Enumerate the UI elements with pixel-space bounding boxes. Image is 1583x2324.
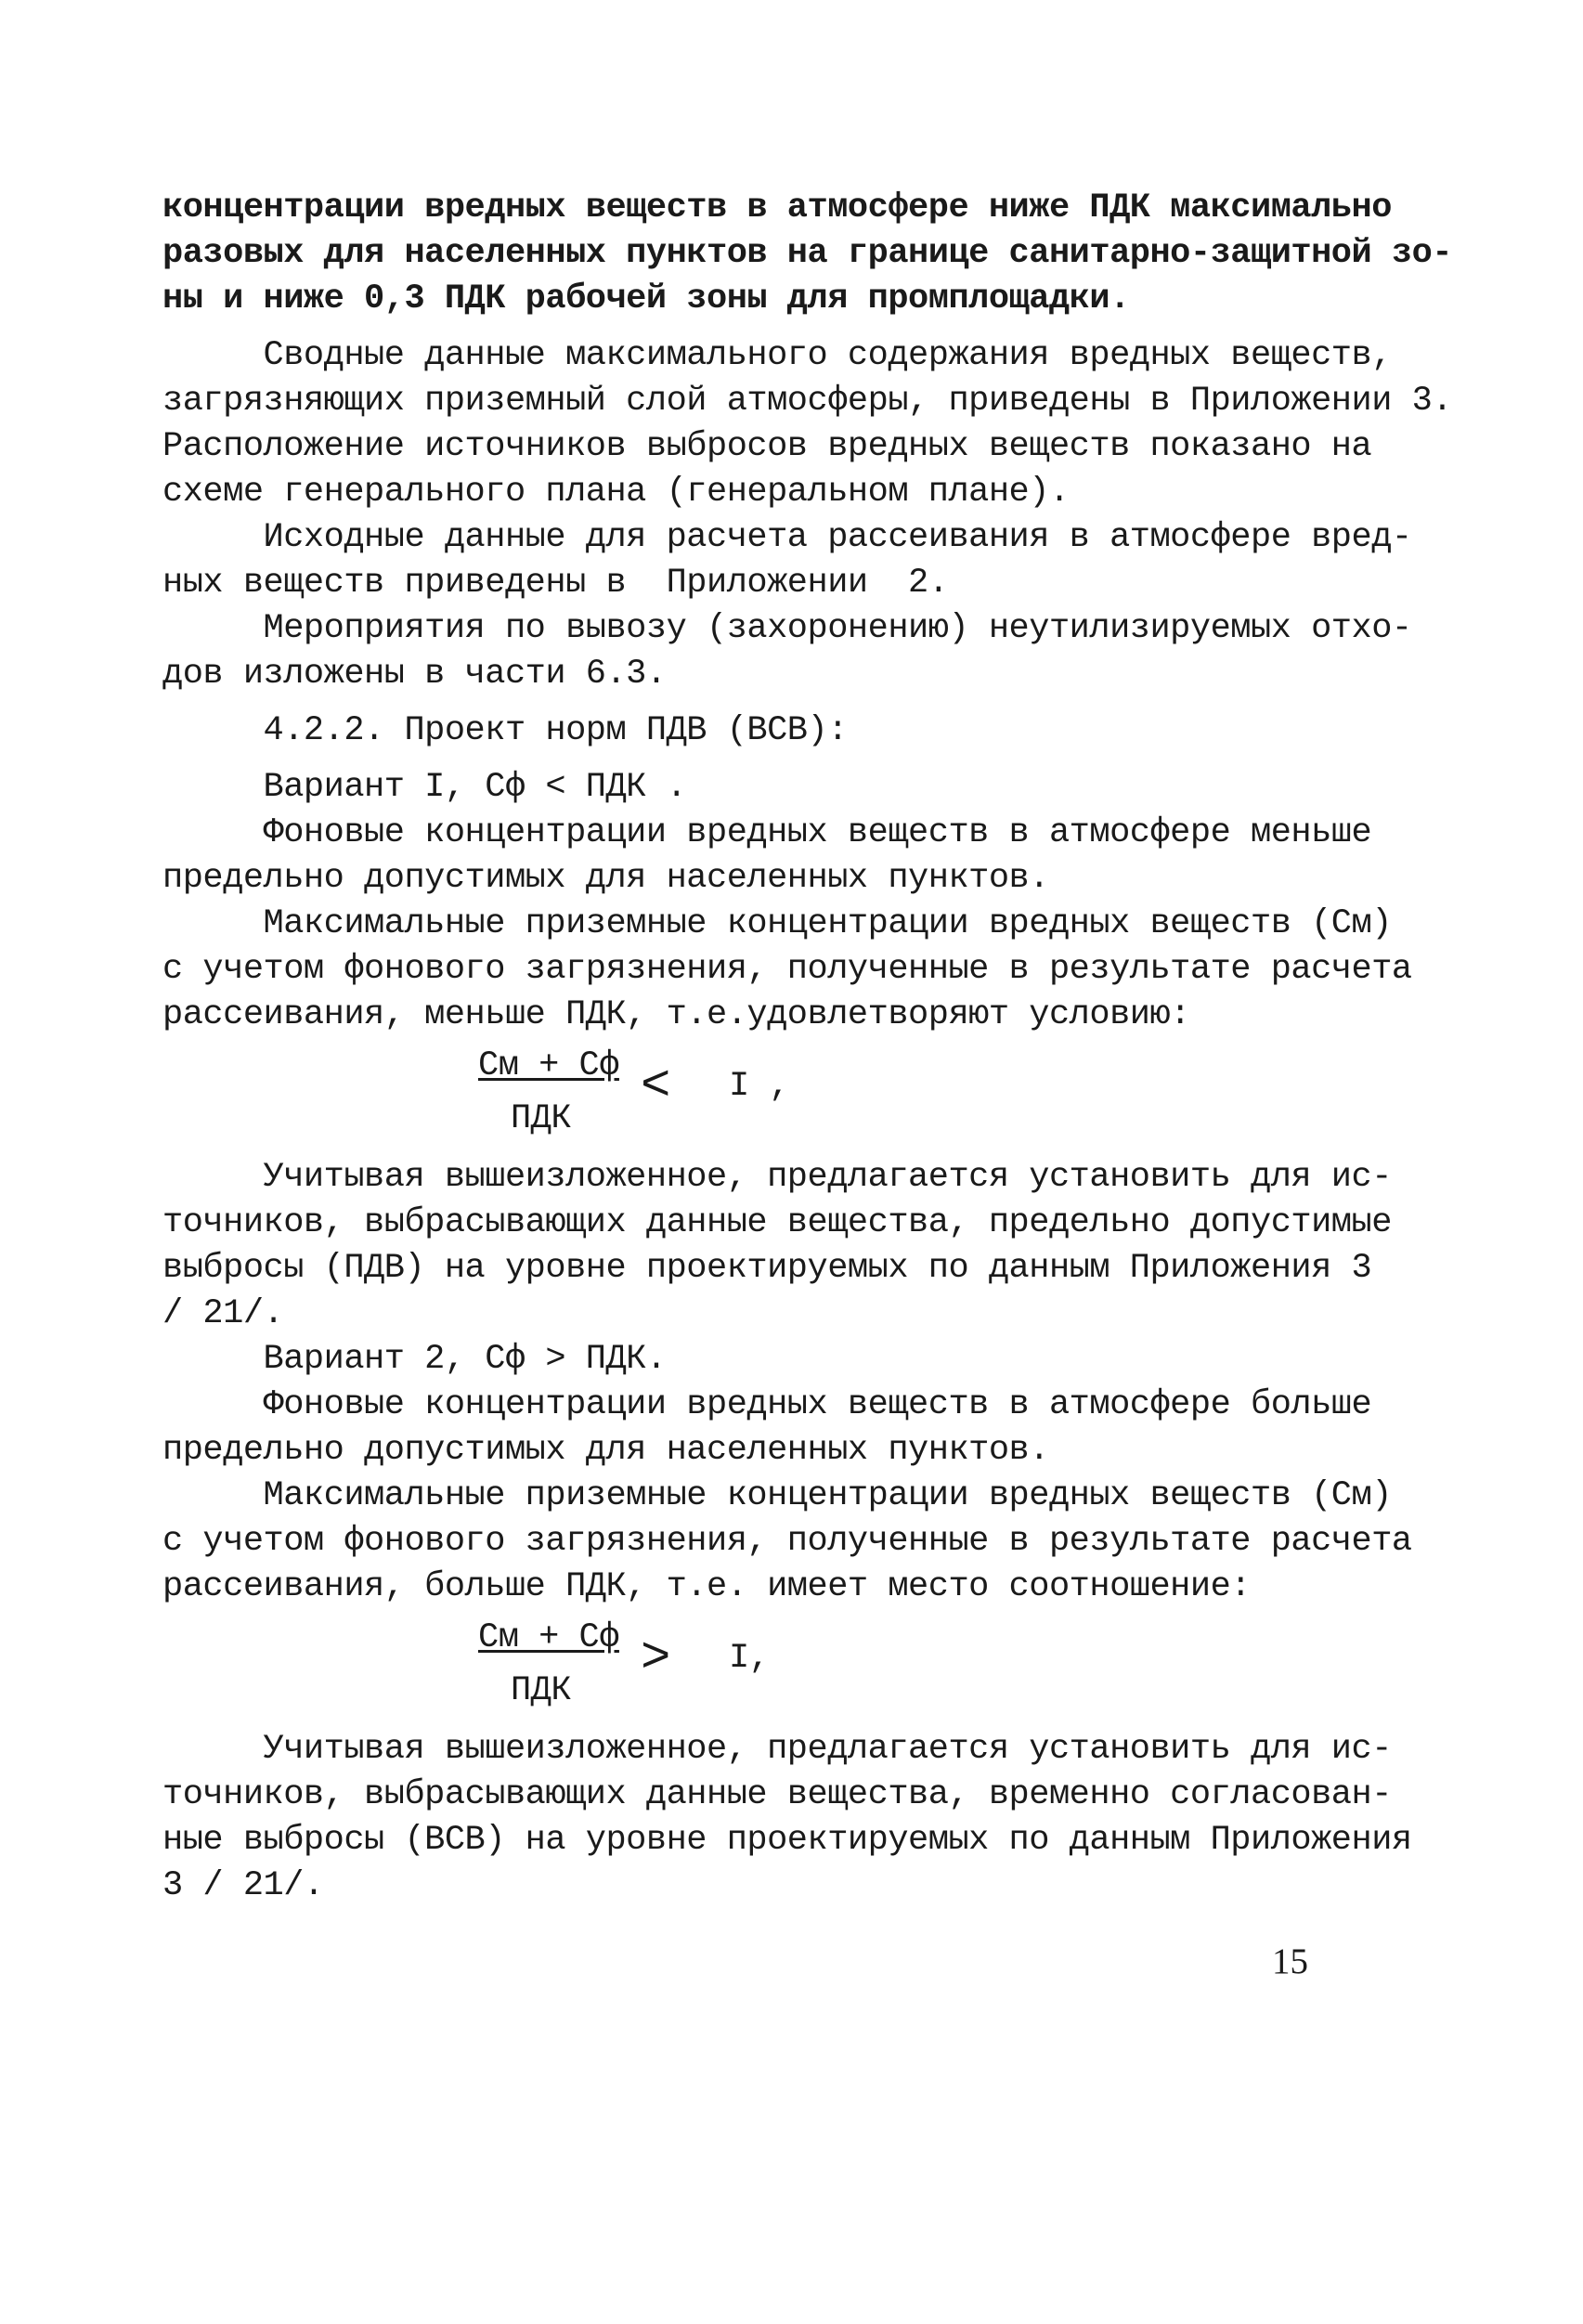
variant-2-paragraph-2 [162,1474,1412,1610]
variant-2-paragraph-3 [162,1727,1412,1909]
formula-2 [162,1616,1360,1718]
text-line: Учитывая вышеизложенное, предлагается установить для ис- [162,1158,1392,1197]
formula-rhs: I, [729,1639,770,1678]
text-line: точников, выбрасывающих данные вещества, предельно допустимые [162,1203,1392,1242]
variant-2-heading: Вариант 2, Сф > ПДК. [162,1340,667,1379]
text-line: схеме генерального плана (генеральном плане). [162,473,1070,512]
formula-numerator: См + Сф [478,1618,619,1657]
text-line: Максимальные приземные концентрации вредных веществ (См) [162,1476,1392,1515]
paragraph-3 [162,515,1412,606]
text-line: Сводные данные максимального содержания вредных веществ, [162,336,1392,375]
less-than-operator: < [641,1058,670,1115]
text-line: ны и ниже 0,3 ПДК рабочей зоны для промплощадки. [162,279,1130,318]
text-line: 3 / 21/. [162,1866,324,1905]
text-line: ных веществ приведены в Приложении 2. [162,564,949,603]
text-line: предельно допустимых для населенных пунктов. [162,859,1049,898]
text-line: предельно допустимых для населенных пунктов. [162,1431,1049,1470]
text-line: концентрации вредных веществ в атмосфере ниже ПДК максимально [162,188,1392,227]
text-line: с учетом фонового загрязнения, полученные в результате расчета [162,950,1412,989]
formula-denominator: ПДК [510,1671,572,1710]
text-line: / 21/. [162,1294,284,1333]
formula-rhs: I , [729,1067,790,1106]
text-line: дов изложены в части 6.3. [162,655,667,694]
text-line: ные выбросы (ВСВ) на уровне проектируемых по данным Приложения [162,1821,1412,1860]
page-number: 15 [1272,1941,1308,1981]
text-line: Максимальные приземные концентрации вредных веществ (См) [162,904,1392,943]
formula-fraction [478,1616,619,1714]
text-line: точников, выбрасывающих данные вещества, временно согласован- [162,1775,1392,1814]
section-heading: 4.2.2. Проект норм ПДВ (ВСВ): [162,711,848,750]
variant-1-paragraph-3 [162,1155,1392,1337]
formula-denominator: ПДК [510,1099,572,1138]
text-line: Фоновые концентрации вредных веществ в атмосфере больше [162,1385,1372,1424]
paragraph-1 [162,186,1453,322]
text-line: рассеивания, больше ПДК, т.е. имеет место соотношение: [162,1567,1251,1606]
formula-fraction [478,1044,619,1142]
text-line: загрязняющих приземный слой атмосферы, приведены в Приложении 3. [162,382,1453,421]
text-line: разовых для населенных пунктов на границе санитарно-защитной зо- [162,234,1453,273]
text-line: Фоновые концентрации вредных веществ в атмосфере меньше [162,813,1372,852]
text-line: Учитывая вышеизложенное, предлагается установить для ис- [162,1730,1392,1769]
text-line: Мероприятия по вывозу (захоронению) неутилизируемых отхо- [162,609,1412,648]
variant-1-paragraph-1 [162,811,1372,902]
greater-than-operator: > [641,1630,670,1687]
paragraph-2 [162,333,1453,515]
variant-2-paragraph-1 [162,1383,1372,1474]
text-line: Исходные данные для расчета рассеивания в атмосфере вред- [162,518,1412,557]
text-line: рассеивания, меньше ПДК, т.е.удовлетворяют условию: [162,995,1190,1034]
formula-1 [162,1044,1360,1146]
variant-1-paragraph-2 [162,902,1412,1038]
paragraph-4 [162,606,1412,697]
text-line: Расположение источников выбросов вредных веществ показано на [162,427,1372,466]
document-body [162,186,1453,1909]
text-line: с учетом фонового загрязнения, полученные в результате расчета [162,1522,1412,1561]
formula-numerator: См + Сф [478,1046,619,1085]
variant-1-heading: Вариант I, Сф < ПДК . [162,768,687,807]
text-line: выбросы (ПДВ) на уровне проектируемых по данным Приложения 3 [162,1249,1372,1288]
